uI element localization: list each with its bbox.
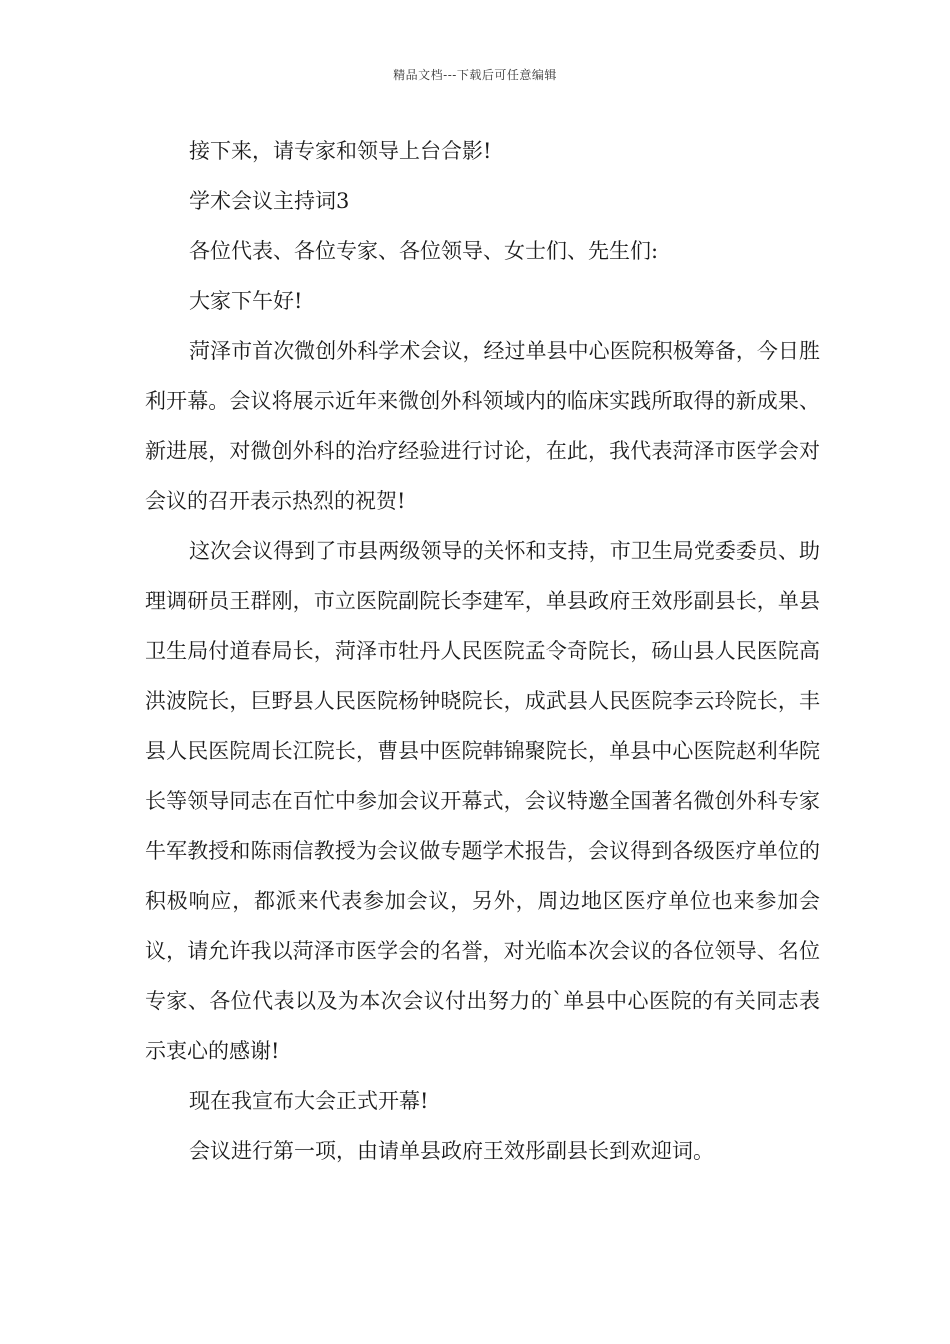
document-body <box>145 126 820 1176</box>
paragraph-agenda-item: 会议进行第一项，由请单县政府王效彤副县长到欢迎词。 <box>189 1139 714 1163</box>
paragraph-group-photo: 接下来，请专家和领导上台合影! <box>189 139 492 163</box>
paragraph-salutation: 各位代表、各位专家、各位领导、女士们、先生们: <box>189 239 659 263</box>
paragraph-acknowledgements: 这次会议得到了市县两级领导的关怀和支持，市卫生局党委委员、助理调研员王群刚，市立医院副院长李建军，单县政府王效彤副县长，单县卫生局付道春局长，菏泽市牡丹人民医院孟令奇院长，砀山县人民医院高洪波院长，巨野县人民医院杨钟晓院长，成武县人民医院李云玲院长，丰县人民医院周长江院长，曹县中医院韩锦聚院长，单县中心医院赵利华院长等领导同志在百忙中参加会议开幕式，会议特邀全国著名微创外科专家牛军教授和陈雨信教授为会议做专题学术报告，会议得到各级医疗单位的积极响应，都派来代表参加会议，另外，周边地区医疗单位也来参加会议，请允许我以菏泽市医学会的名誉，对光临本次会议的各位领导、名位专家、各位代表以及为本次会议付出努力的`单县中心医院的有关同志表示衷心的感谢! <box>145 539 820 1063</box>
paragraph-greeting: 大家下午好! <box>189 289 303 313</box>
paragraph-opening: 菏泽市首次微创外科学术会议，经过单县中心医院积极筹备，今日胜利开幕。会议将展示近年来微创外科领域内的临床实践所取得的新成果、新进展，对微创外科的治疗经验进行讨论，在此，我代表菏泽市医学会对会议的召开表示热烈的祝贺! <box>145 339 820 513</box>
paragraph-announcement: 现在我宣布大会正式开幕! <box>189 1089 429 1113</box>
page-header: 精品文档---下载后可任意编辑 <box>393 68 557 82</box>
section-title: 学术会议主持词3 <box>189 189 350 213</box>
